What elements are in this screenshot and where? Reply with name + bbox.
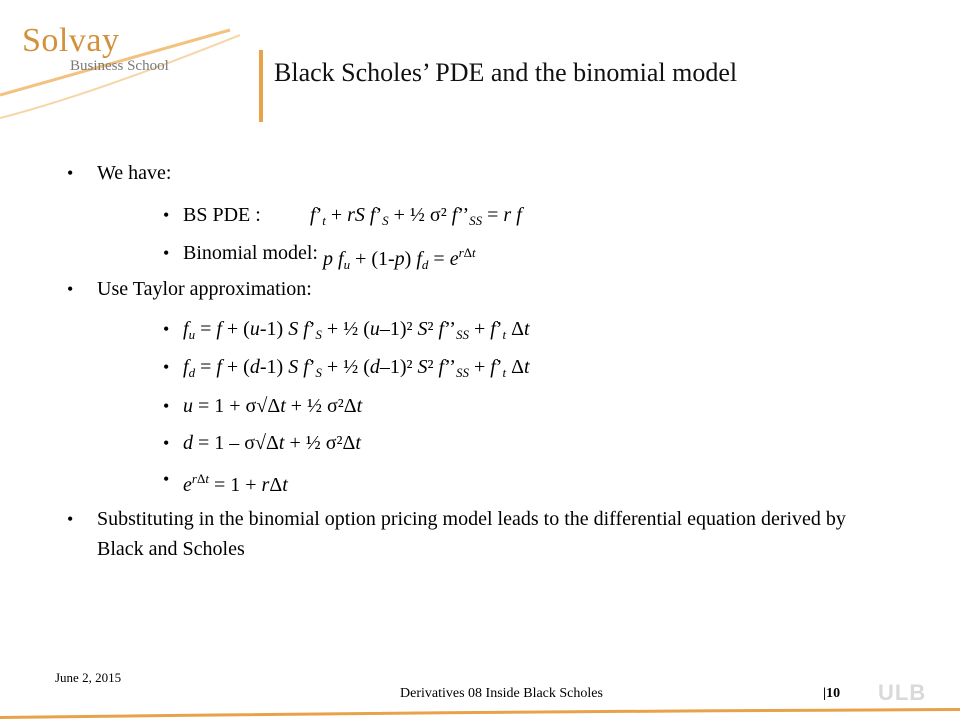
slide-title: Black Scholes’ PDE and the binomial model: [274, 58, 738, 87]
footer-page-number: |10: [823, 686, 841, 701]
u-formula: u = 1 + σ√Δt + ½ σ²Δt: [183, 395, 363, 417]
fu-formula: $f_u = f + (u-1)$ S $f’_S$ + ½ (u–1)² S² $f’’_{SS}$ + $f’_t$ Δt: [183, 318, 530, 342]
taylor-text: Use Taylor approximation:: [97, 278, 312, 300]
footer-date: June 2, 2015: [55, 670, 122, 685]
bs-pde-formula: $f’_t$ + rS $f’_S$ + ½ σ² $f’’_{SS} = r$ f: [310, 204, 522, 228]
footer-accent-line: [0, 708, 960, 720]
bullet-dot: •: [163, 319, 170, 339]
bullet-dot: •: [163, 357, 170, 377]
bullet-dot: •: [163, 396, 170, 416]
ulb-logo: ULB: [878, 680, 927, 705]
title-accent-bar: [259, 50, 263, 122]
bullet-u: [163, 393, 363, 419]
logo-subtitle: Business School: [70, 58, 169, 74]
bullet-fu: [163, 316, 530, 348]
d-formula: d = 1 – σ√Δt + ½ σ²Δt: [183, 432, 361, 454]
bullet-binomial-model: [163, 240, 476, 272]
bullet-dot: •: [67, 163, 74, 183]
binomial-label: Binomial model:: [183, 242, 318, 264]
bs-pde-label: BS PDE :: [183, 204, 261, 226]
bullet-dot: •: [67, 279, 74, 299]
footer-course: Derivatives 08 Inside Black Scholes: [400, 686, 603, 701]
bullet-dot: •: [163, 205, 170, 225]
bullet-dot: •: [67, 509, 74, 529]
bullet-taylor: [67, 276, 312, 302]
binomial-formula: p $f_u + (1-p) f_d = e^{r\Delta t}$: [323, 245, 476, 272]
bullet-we-have: [67, 160, 172, 186]
bullet-d: [163, 430, 361, 456]
substituting-text: Substituting in the binomial option pricing model leads to the differential equation derived by Black and Scholes: [97, 508, 846, 560]
fd-formula: $f_d = f + (d-1)$ S $f’_S$ + ½ (d–1)² S² $f’’_{SS}$ + $f’_t$ Δt: [183, 356, 530, 380]
bullet-dot: •: [163, 243, 170, 263]
bullet-bs-pde: [163, 202, 522, 228]
bullet-substituting: [67, 504, 877, 564]
bullet-fd: [163, 354, 530, 386]
we-have-text: We have:: [97, 162, 172, 184]
exp-formula: $e^{r\Delta t} = 1 + r\Delta t$: [183, 471, 288, 496]
bullet-dot: •: [163, 433, 170, 453]
logo-name: Solvay: [22, 22, 120, 59]
solvay-logo: [0, 0, 240, 130]
bullet-exp: [163, 466, 288, 498]
bullet-dot: •: [163, 469, 170, 489]
